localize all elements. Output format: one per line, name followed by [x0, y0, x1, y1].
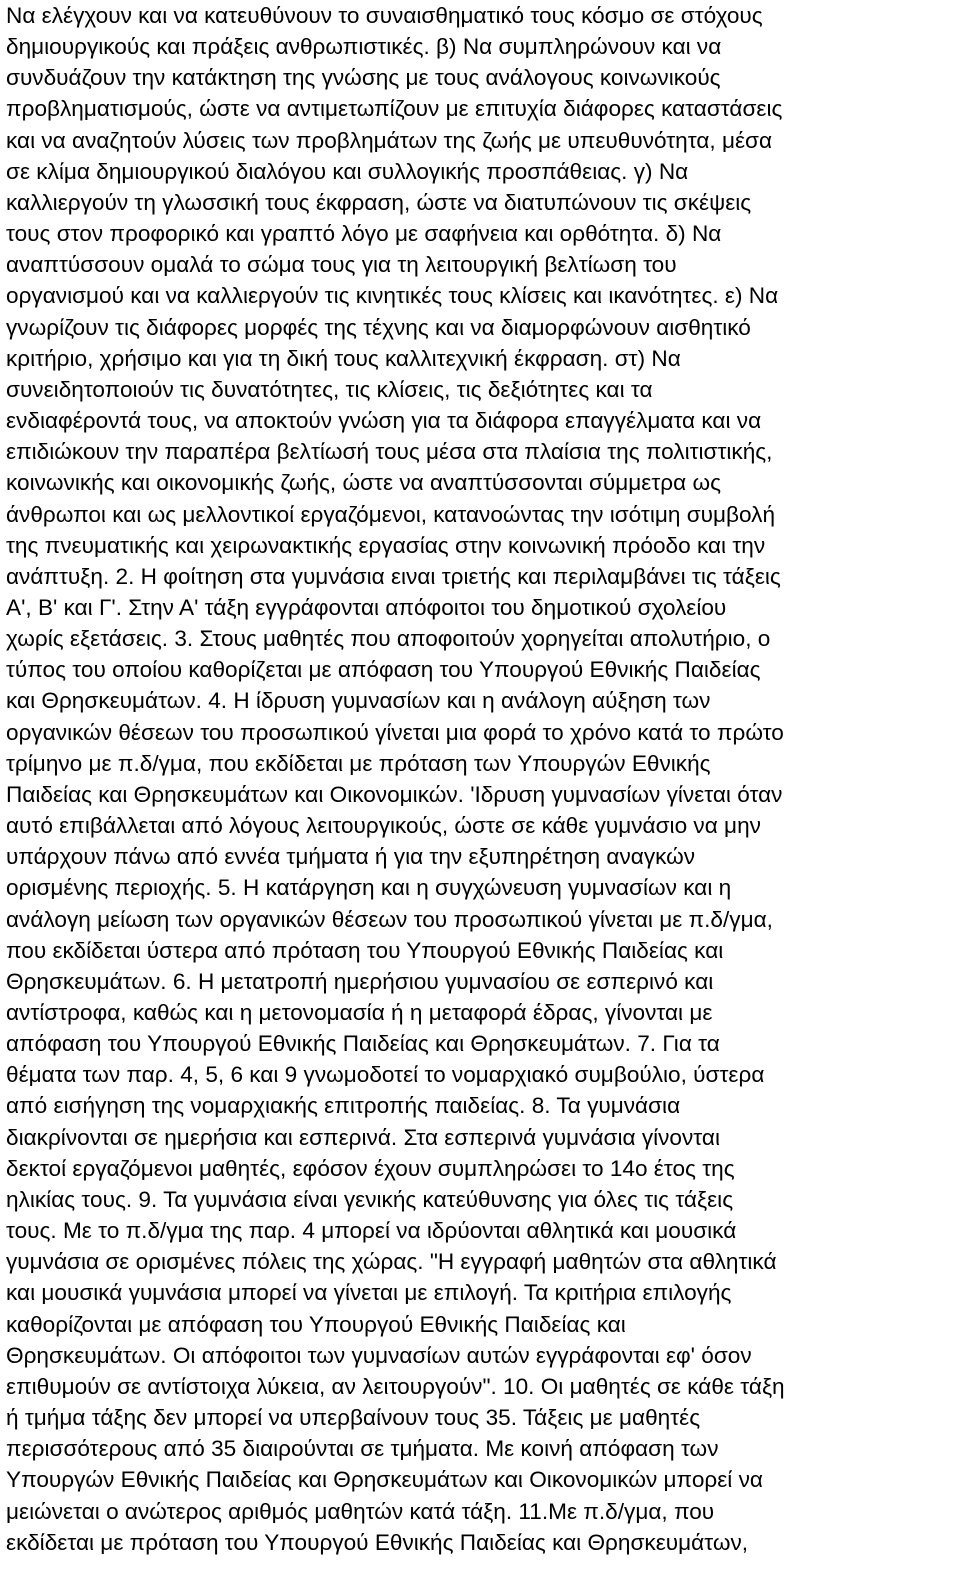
text-line: Θρησκευμάτων. 6. Η μετατροπή ημερήσιου γυμνασίου σε εσπερινό και: [6, 968, 714, 994]
text-line: Να ελέγχουν και να κατευθύνουν το συναισθηματικό τους κόσμο σε στόχους: [6, 3, 763, 28]
text-line: γυμνάσια σε ορισμένες πόλεις της χώρας. "Η εγγραφή μαθητών στα αθλητικά: [6, 1249, 777, 1275]
document-page: [6, 0, 956, 1588]
text-line: σε κλίμα δημιουργικού διαλόγου και συλλογικής προσπάθειας. γ) Να: [6, 158, 689, 184]
text-line: Παιδείας και Θρησκευμάτων και Οικονομικών. 'Ιδρυση γυμνασίων γίνεται όταν: [6, 781, 783, 807]
text-line: τους στον προφορικό και γραπτό λόγο με σαφήνεια και ορθότητα. δ) Να: [6, 221, 722, 247]
text-line: ανάλογη μείωση των οργανικών θέσεων του προσωπικού γίνεται με π.δ/γμα,: [6, 906, 773, 932]
text-line: προβληματισμούς, ώστε να αντιμετωπίζουν με επιτυχία διάφορες καταστάσεις: [6, 96, 783, 122]
text-line: αναπτύσσουν ομαλά το σώμα τους για τη λειτουργική βελτίωση του: [6, 252, 677, 278]
text-line: υπάρχουν πάνω από εννέα τμήματα ή για την εξυπηρέτηση αναγκών: [6, 844, 696, 870]
text-line: τύπος του οποίου καθορίζεται με απόφαση του Υπουργού Εθνικής Παιδείας: [6, 657, 761, 683]
text-line: αυτό επιβάλλεται από λόγους λειτουργικούς, ώστε σε κάθε γυμνάσιο να μην: [6, 813, 761, 839]
text-line: άνθρωποι και ως μελλοντικοί εργαζόμενοι, κατανοώντας την ισότιμη συμβολή: [6, 501, 776, 527]
text-line: περισσότερους από 35 διαιρούνται σε τμήματα. Με κοινή απόφαση των: [6, 1436, 719, 1462]
text-line: της πνευματικής και χειρωνακτικής εργασίας στην κοινωνική πρόοδο και την: [6, 532, 766, 558]
text-line: και να αναζητούν λύσεις των προβλημάτων της ζωής με υπευθυνότητα, μέσα: [6, 127, 773, 153]
text-line: απόφαση του Υπουργού Εθνικής Παιδείας και Θρησκευμάτων. 7. Για τα: [6, 1031, 720, 1057]
text-line: κριτήριο, χρήσιμο και για τη δική τους καλλιτεχνική έκφραση. στ) Να: [6, 345, 681, 371]
text-line: εκδίδεται με πρόταση του Υπουργού Εθνικής Παιδείας και Θρησκευμάτων,: [6, 1529, 749, 1555]
text-line: γνωρίζουν τις διάφορες μορφές της τέχνης και να διαμορφώνουν αισθητικό: [6, 314, 751, 340]
text-line: Θρησκευμάτων. Οι απόφοιτοι των γυμνασίων αυτών εγγράφονται εφ' όσον: [6, 1342, 752, 1368]
text-line: ορισμένης περιοχής. 5. Η κατάργηση και η συγχώνευση γυμνασίων και η: [6, 875, 732, 901]
document-body-text: [6, 0, 956, 1558]
text-line: διακρίνονται σε ημερήσια και εσπερινά. Στα εσπερινά γυμνάσια γίνονται: [6, 1124, 720, 1150]
text-line: τους. Με το π.δ/γμα της παρ. 4 μπορεί να ιδρύονται αθλητικά και μουσικά: [6, 1218, 737, 1244]
text-line: κοινωνικής και οικονομικής ζωής, ώστε να αναπτύσσονται σύμμετρα ως: [6, 470, 722, 496]
text-line: Α', Β' και Γ'. Στην Α' τάξη εγγράφονται απόφοιτοι του δημοτικού σχολείου: [6, 594, 727, 620]
text-line: οργανικών θέσεων του προσωπικού γίνεται μια φορά το χρόνο κατά το πρώτο: [6, 719, 784, 745]
text-line: θέματα των παρ. 4, 5, 6 και 9 γνωμοδοτεί το νομαρχιακό συμβούλιο, ύστερα: [6, 1062, 765, 1088]
text-line: ανάπτυξη. 2. Η φοίτηση στα γυμνάσια ειναι τριετής και περιλαμβάνει τις τάξεις: [6, 563, 781, 589]
text-line: καλλιεργούν τη γλωσσική τους έκφραση, ώστε να διατυπώνουν τις σκέψεις: [6, 189, 752, 215]
text-line: ενδιαφέροντά τους, να αποκτούν γνώση για τα διάφορα επαγγέλματα και να: [6, 408, 762, 434]
text-line: συνειδητοποιούν τις δυνατότητες, τις κλίσεις, τις δεξιότητες και τα: [6, 376, 653, 402]
text-line: που εκδίδεται ύστερα από πρόταση του Υπουργού Εθνικής Παιδείας και: [6, 937, 724, 963]
text-line: από εισήγηση της νομαρχιακής επιτροπής παιδείας. 8. Τα γυμνάσια: [6, 1093, 681, 1119]
text-line: Υπουργών Εθνικής Παιδείας και Θρησκευμάτων και Οικονομικών μπορεί να: [6, 1467, 763, 1493]
text-line: αντίστροφα, καθώς και η μετονομασία ή η μεταφορά έδρας, γίνονται με: [6, 1000, 713, 1025]
text-line: δημιουργικούς και πράξεις ανθρωπιστικές. β) Να συμπληρώνουν και να: [6, 34, 722, 60]
text-line: συνδυάζουν την κατάκτηση της γνώσης με τους ανάλογους κοινωνικούς: [6, 65, 721, 91]
text-line: και Θρησκευμάτων. 4. Η ίδρυση γυμνασίων και η ανάλογη αύξηση των: [6, 688, 711, 714]
text-line: επιδιώκουν την παραπέρα βελτίωσή τους μέσα στα πλαίσια της πολιτιστικής,: [6, 439, 773, 465]
text-line: οργανισμού και να καλλιεργούν τις κινητικές τους κλίσεις και ικανότητες. ε) Να: [6, 283, 779, 309]
text-line: δεκτοί εργαζόμενοι μαθητές, εφόσον έχουν συμπληρώσει το 14ο έτος της: [6, 1155, 735, 1181]
text-line: ηλικίας τους. 9. Τα γυμνάσια είναι γενικής κατεύθυνσης για όλες τις τάξεις: [6, 1186, 734, 1212]
text-line: και μουσικά γυμνάσια μπορεί να γίνεται με επιλογή. Τα κριτήρια επιλογής: [6, 1280, 732, 1306]
text-line: καθορίζονται με απόφαση του Υπουργού Εθνικής Παιδείας και: [6, 1311, 626, 1337]
text-line: μειώνεται ο ανώτερος αριθμός μαθητών κατά τάξη. 11.Με π.δ/γμα, που: [6, 1498, 715, 1524]
text-line: χωρίς εξετάσεις. 3. Στους μαθητές που αποφοιτούν χορηγείται απολυτήριο, ο: [6, 626, 771, 652]
text-line: επιθυμούν σε αντίστοιχα λύκεια, αν λειτουργούν". 10. Οι μαθητές σε κάθε τάξη: [6, 1373, 785, 1399]
text-line: τρίμηνο με π.δ/γμα, που εκδίδεται με πρόταση των Υπουργών Εθνικής: [6, 750, 711, 776]
text-line: ή τμήμα τάξης δεν μπορεί να υπερβαίνουν τους 35. Τάξεις με μαθητές: [6, 1405, 701, 1431]
